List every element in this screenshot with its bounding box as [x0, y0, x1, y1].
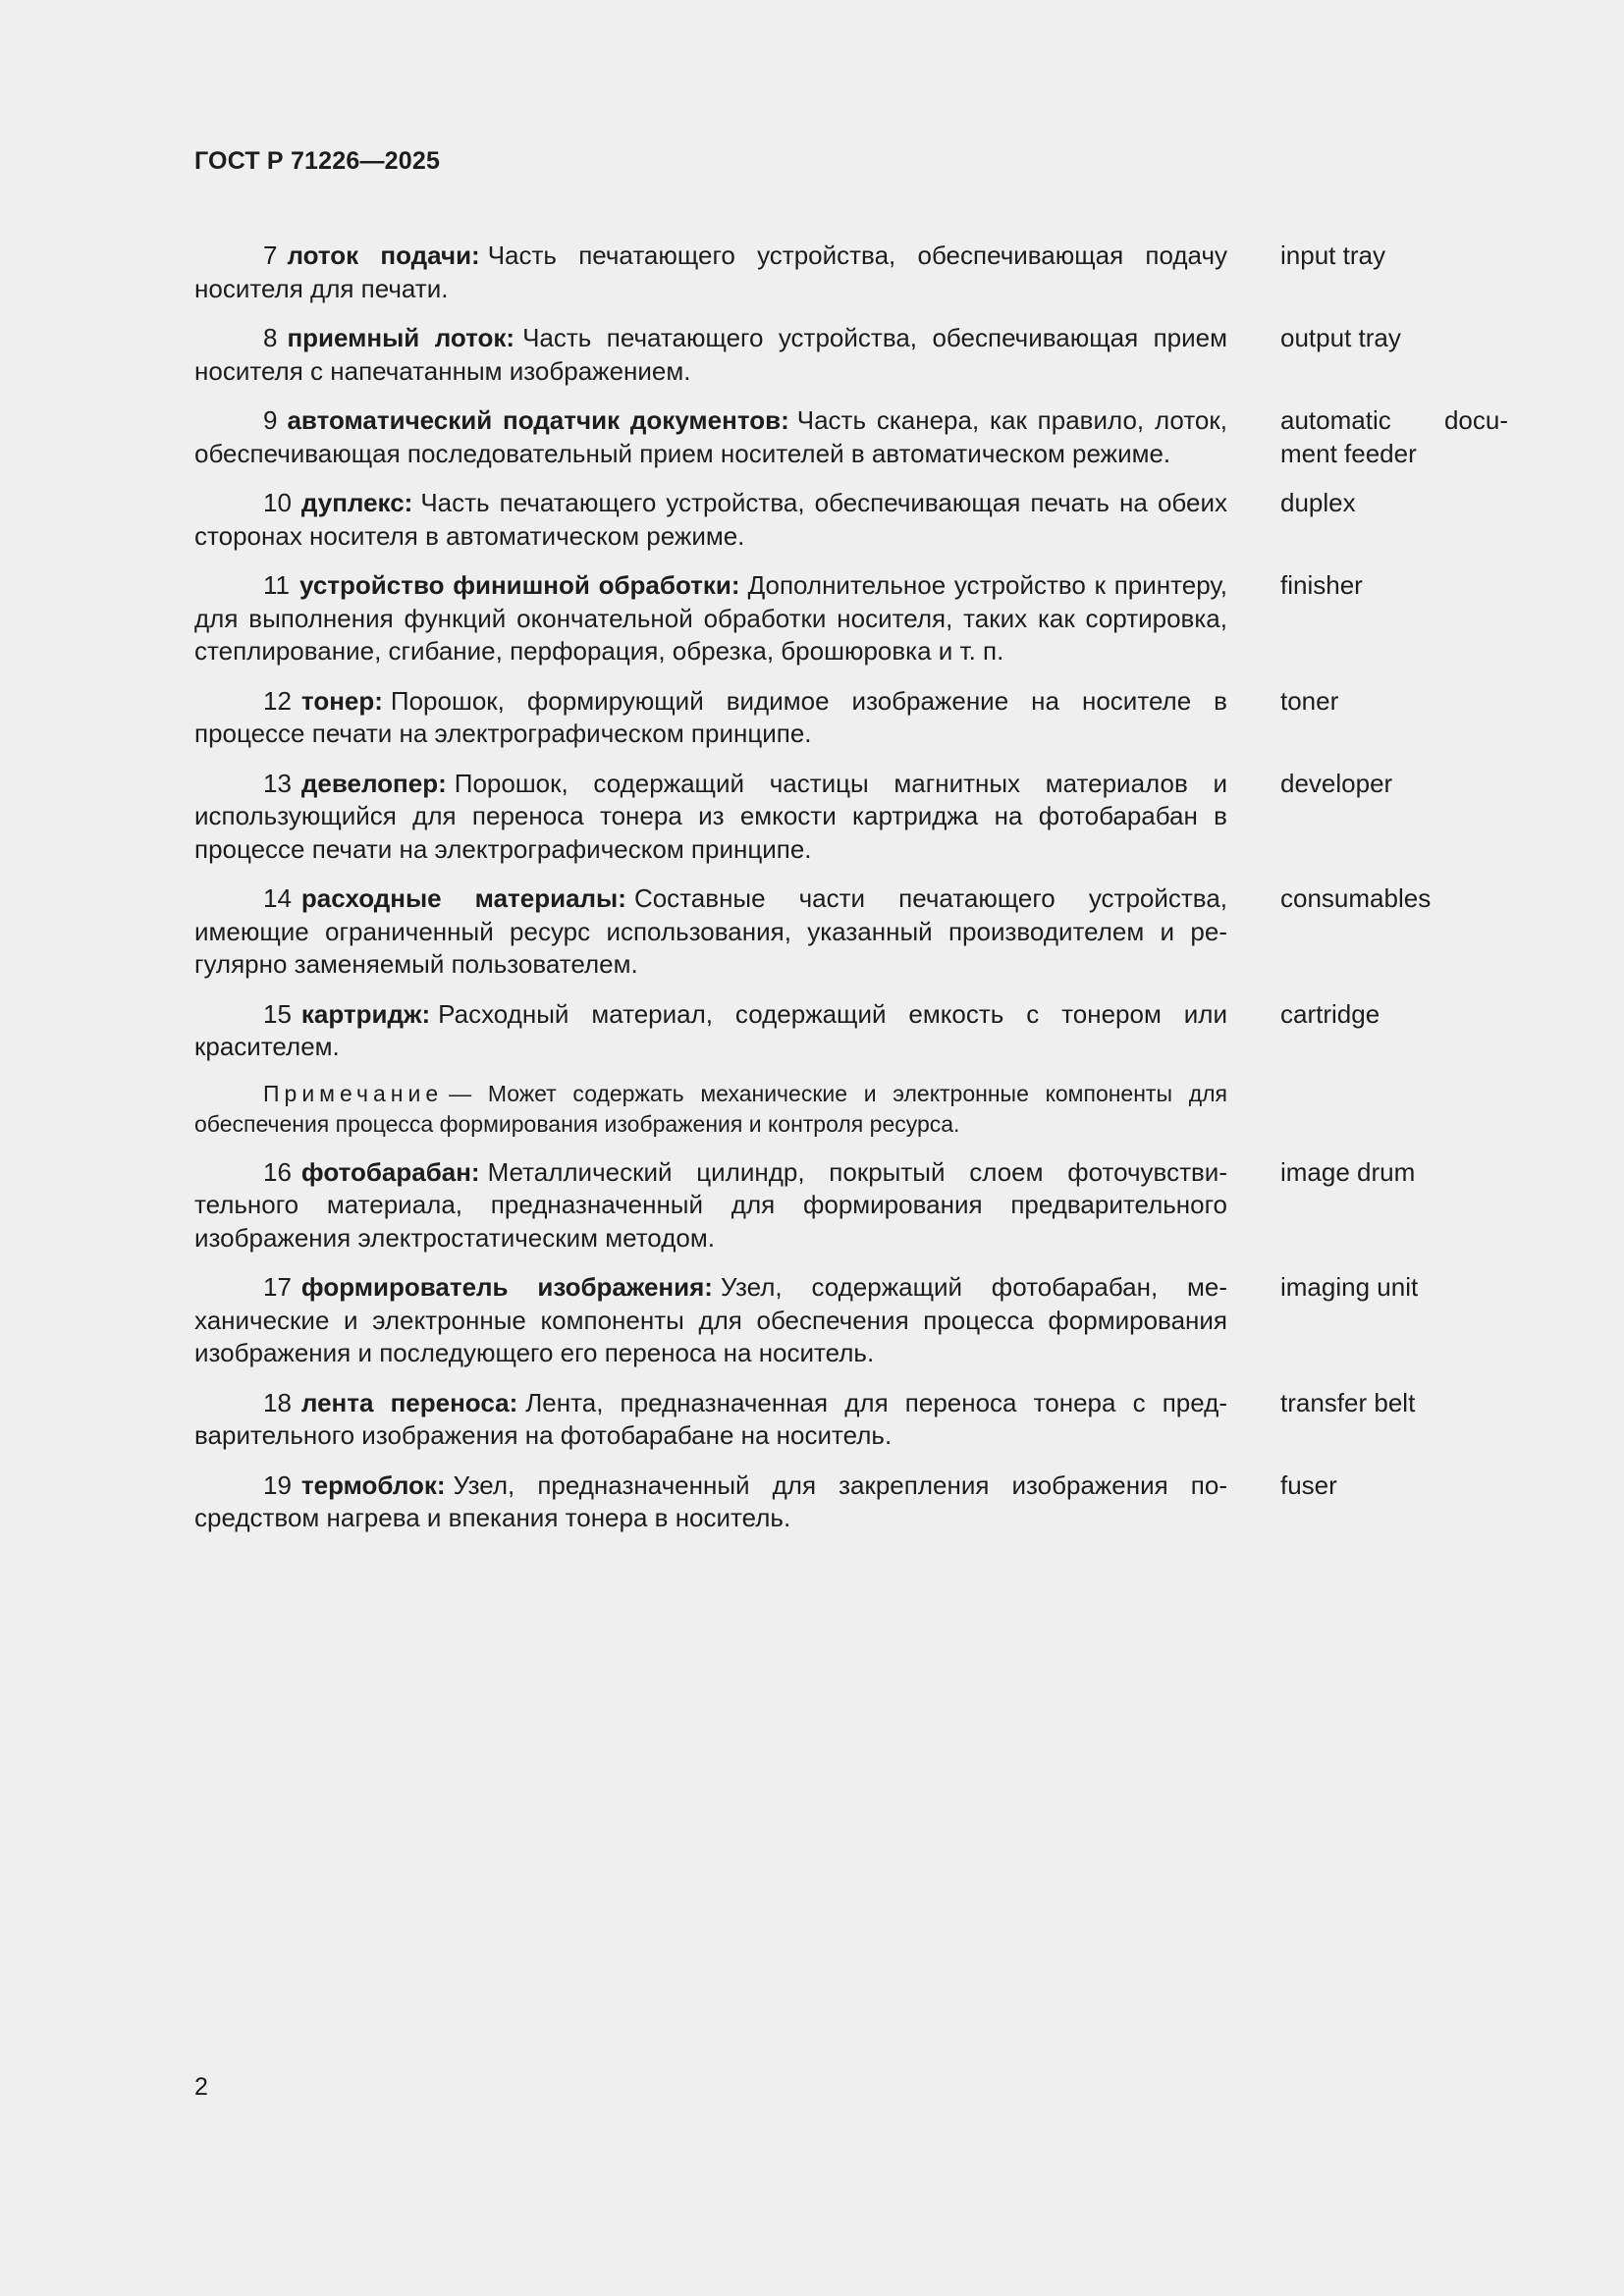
term-name: девелопер: — [300, 768, 447, 798]
term-definition: Узел, предназначенный для закрепления изображения посредством нагрева и впекания тонера в носитель. — [194, 1469, 1227, 1532]
term-entry-text — [194, 404, 1227, 470]
term-definition: Составные части печатающего устройства, имеющие ограниченный ресурс использования, указанный производителем и регулярно заменяемый пользователем. — [194, 883, 1228, 979]
term-definition: Часть печатающего устройства, обеспечивающая подачу носителя для печати. — [194, 240, 1227, 303]
note-text: — Может содержать механические и электронные компоненты для обеспечения процесса формирования изображения и контроля ресурса. — [194, 1080, 1227, 1137]
term-english-equivalent: imaging unit — [1280, 1272, 1419, 1302]
term-entry — [194, 322, 1510, 388]
document-header: ГОСТ Р 71226—2025 — [194, 147, 441, 175]
term-name: картридж: — [300, 998, 431, 1029]
term-number: 11 — [263, 570, 290, 600]
term-name: устройство финишной обработки: — [299, 570, 740, 600]
term-definition: Лента, предназначенная для переноса тонера с предварительного изображения на фотобарабане на носитель. — [194, 1387, 1227, 1450]
term-number: 19 — [263, 1469, 292, 1500]
term-name: тонер: — [300, 685, 383, 716]
term-entry-text — [194, 240, 1227, 305]
term-entry-text — [194, 487, 1227, 553]
term-number: 10 — [263, 488, 292, 517]
term-number: 16 — [263, 1156, 292, 1187]
term-entry-text — [194, 1469, 1227, 1535]
term-english-equivalent: developer — [1280, 768, 1393, 798]
entries-group-after-note — [194, 1156, 1510, 1535]
term-number: 8 — [263, 323, 278, 352]
term-entry-text — [194, 998, 1227, 1064]
term-english-equivalent: input tray — [1280, 240, 1385, 270]
term-english-equivalent: duplex — [1280, 488, 1356, 517]
term-entry-text — [194, 1387, 1227, 1453]
term-entry-text — [194, 685, 1227, 751]
term-number: 14 — [263, 883, 292, 913]
term-definition: Узел, содержащий фотобарабан, механические и электронные компоненты для обеспечения процесса формирования изображения и последующего его переноса на носитель. — [194, 1272, 1227, 1367]
term-entry — [194, 1387, 1510, 1453]
term-entry — [194, 1271, 1510, 1370]
page-number: 2 — [194, 2073, 208, 2101]
term-entry — [194, 1469, 1510, 1535]
term-name: расходные материалы: — [300, 883, 626, 913]
term-english-equivalent: automatic document feeder — [1280, 405, 1508, 468]
term-entry-text — [194, 768, 1227, 867]
term-entry — [194, 569, 1510, 668]
term-entries — [194, 240, 1510, 1552]
term-name: термоблок: — [300, 1469, 446, 1500]
term-name: автоматический податчик документов: — [287, 405, 789, 435]
term-english-equivalent: consumables — [1280, 883, 1432, 913]
term-entry — [194, 404, 1510, 470]
term-number: 12 — [263, 685, 292, 716]
term-definition: Порошок, содержащий частицы магнитных материалов и использующийся для переноса тонера из емкости картриджа на фотобарабан в процессе печати на электрографическом принципе. — [194, 768, 1227, 864]
term-name: приемный лоток: — [287, 323, 515, 352]
term-definition: Расходный материал, содержащий емкость с тонером или красителем. — [194, 998, 1227, 1061]
term-entry — [194, 1156, 1510, 1255]
term-definition: Часть сканера, как правило, лоток, обеспечивающая последовательный прием носителей в автоматическом режиме. — [194, 405, 1227, 468]
term-english-equivalent: cartridge — [1280, 998, 1380, 1029]
term-entry — [194, 768, 1510, 867]
term-name: дуплекс: — [300, 488, 413, 517]
note-label: Примечание — [263, 1080, 444, 1106]
entries-group-before-note — [194, 240, 1510, 1064]
term-name: фотобарабан: — [300, 1156, 480, 1187]
term-entry-text — [194, 1271, 1227, 1370]
term-english-equivalent: output tray — [1280, 323, 1401, 352]
term-number: 15 — [263, 998, 292, 1029]
term-entry — [194, 487, 1510, 553]
term-entry — [194, 240, 1510, 305]
term-english-equivalent: transfer belt — [1280, 1387, 1416, 1417]
term-definition: Металлический цилиндр, покрытый слоем фоточувствительного материала, предназначенный для формирования предварительного изображения электростатическим методом. — [194, 1156, 1227, 1253]
term-entry — [194, 882, 1510, 982]
term-number: 18 — [263, 1387, 292, 1417]
term-english-equivalent: image drum — [1280, 1156, 1416, 1187]
term-definition: Часть печатающего устройства, обеспечивающая прием носителя с напечатанным изображением. — [194, 323, 1227, 386]
term-entry-text — [194, 322, 1227, 388]
term-entry-text — [194, 569, 1227, 668]
term-definition: Часть печатающего устройства, обеспечивающая печать на обеих сторонах носителя в автоматическом режиме. — [194, 488, 1227, 551]
term-entry-text — [194, 882, 1227, 982]
term-english-equivalent: finisher — [1280, 570, 1363, 600]
term-number: 17 — [263, 1272, 292, 1302]
note — [194, 1079, 1227, 1140]
term-name: формирователь изображения: — [300, 1272, 713, 1302]
term-entry — [194, 998, 1510, 1064]
term-entry-text — [194, 1156, 1227, 1255]
term-english-equivalent: toner — [1280, 685, 1339, 716]
term-english-equivalent: fuser — [1280, 1469, 1337, 1500]
term-number: 9 — [263, 405, 278, 435]
term-name: лента переноса: — [300, 1387, 518, 1417]
term-entry — [194, 685, 1510, 751]
term-definition: Дополнительное устройство к принтеру, для выполнения функций окончательной обработки носителя, таких как сортировка, степлирование, сгибание, перфорация, обрезка, брошюровка и т. п. — [194, 570, 1227, 666]
term-number: 13 — [263, 768, 292, 798]
term-name: лоток подачи: — [287, 240, 480, 270]
term-definition: Порошок, формирующий видимое изображение на носителе в процессе печати на электрографическом принципе. — [194, 685, 1227, 748]
term-number: 7 — [263, 240, 278, 270]
